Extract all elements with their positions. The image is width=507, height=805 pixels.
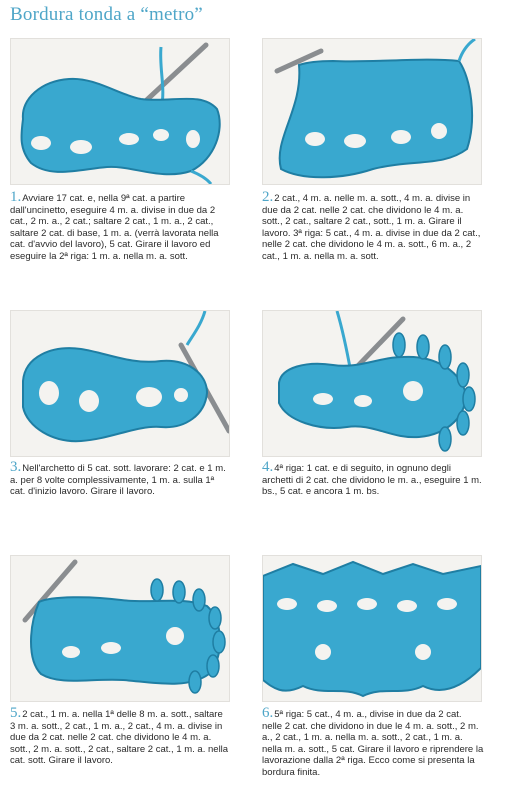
- step-instructions: Avviare 17 cat. e, nella 9ª cat. a partire dall'uncinetto, eseguire 4 m. a. divise in due da 2 cat., 2 m. a., 2 cat.; saltare 2 cat., 1 m. a., 2 cat., saltare 2 cat. di base, 1 m. a. (verrà lavorata nella cat. d'avvio del lavoro), 5 cat. Girare il lavoro ed eseguire la 2ª riga: 1 m. a. nella m. a. sott.: [10, 193, 219, 262]
- step-5-text: [10, 705, 230, 767]
- step-instructions: 2 cat., 4 m. a. nelle m. a. sott., 4 m. a. divise in due da 2 cat. nelle 2 cat. che dividono le 4 m. a. sott., 2 cat., saltare 2 cat., sott., 1 m. a. Girare il lavoro. 3ª riga: 5 cat., 4 m. a. divise in due da 2 cat., nelle 2 cat. che dividono le 4 m. a. sott., 6 m. a., 2 cat., 1 m. a. nella m. a. sott.: [262, 193, 481, 262]
- step-6-text: [262, 705, 484, 779]
- step-4-photo: [262, 310, 482, 457]
- crochet-swatch-image: [11, 39, 229, 184]
- step-number: 3.: [10, 459, 22, 475]
- step-instructions: Nell'archetto di 5 cat. sott. lavorare: 2 cat. e 1 m. a. per 8 volte complessivamente, 1 m. a. sulla 1ª cat. d'inizio lavoro. Girare il lavoro.: [10, 463, 226, 498]
- crochet-swatch-image: [263, 311, 481, 456]
- step-instructions: 2 cat., 1 m. a. nella 1ª delle 8 m. a. sott., saltare 3 m. a. sott., 2 cat., 1 m. a., 2 cat., 4 m. a. divise in due da 2 cat. nelle 2 cat. che dividono le 4 m. a. sott., 2 m. a. sott., 2 cat., saltare 2 cat., 1 m. a. nella cat. sott. Girare il lavoro.: [10, 709, 229, 767]
- page-title: Bordura tonda a “metro”: [10, 4, 203, 25]
- step-1-text: [10, 189, 228, 263]
- step-instructions: 5ª riga: 5 cat., 4 m. a., divise in due da 2 cat. nelle 2 cat. che dividono in due le 4 m. a. sott., 2 m. a., 2 cat., 1 m. a. nella m. a. sott., 2 cat., 1 m. a. nella m. a. sott., 5 cat. Girare il lavoro e riprendere la lavorazione dalla 2ª riga. Ecco come si presenta la bordura finita.: [262, 709, 484, 778]
- step-number: 6.: [262, 705, 274, 721]
- step-4-text: [262, 459, 482, 498]
- step-6-photo: [262, 555, 482, 702]
- step-number: 4.: [262, 459, 274, 475]
- crochet-swatch-image: [11, 311, 229, 456]
- step-2-photo: [262, 38, 482, 185]
- step-3-text: [10, 459, 230, 498]
- step-number: 1.: [10, 189, 22, 205]
- step-1-photo: [10, 38, 230, 185]
- step-instructions: 4ª riga: 1 cat. e di seguito, in ognuno degli archetti di 2 cat. che dividono le m. a., eseguire 1 m. bs., 5 cat. e ancora 1 m. bs.: [262, 463, 482, 498]
- crochet-swatch-image: [263, 556, 481, 701]
- step-number: 5.: [10, 705, 22, 721]
- crochet-swatch-image: [11, 556, 229, 701]
- step-number: 2.: [262, 189, 274, 205]
- step-3-photo: [10, 310, 230, 457]
- step-5-photo: [10, 555, 230, 702]
- crochet-swatch-image: [263, 39, 481, 184]
- step-2-text: [262, 189, 482, 263]
